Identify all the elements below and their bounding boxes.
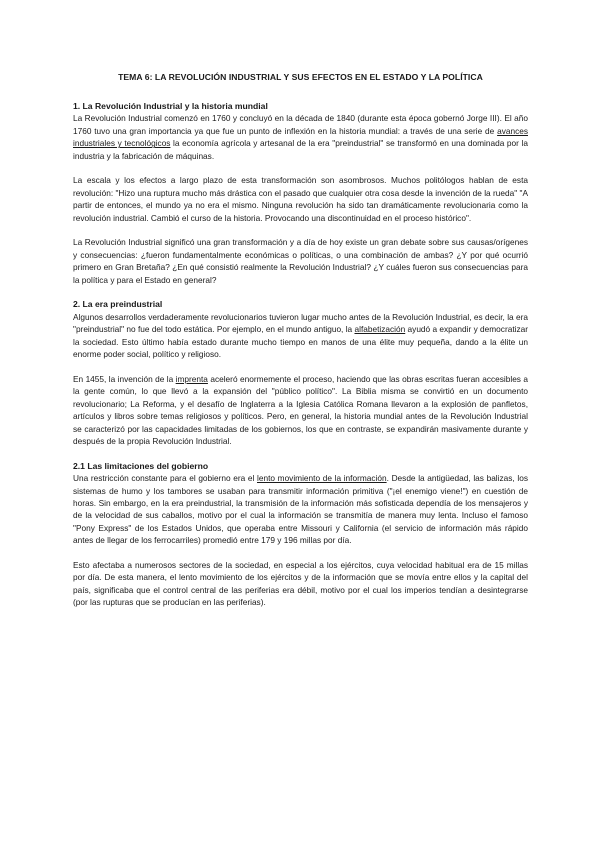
section-2-1-paragraph-1 xyxy=(73,472,528,546)
section-2-paragraph-1 xyxy=(73,311,528,361)
underlined-term-avances[interactable]: avances industriales y tecnológicos xyxy=(73,125,528,149)
paragraph-text: En 1455, la invención de la xyxy=(73,373,176,384)
paragraph-text: aceleró enormemente el proceso, haciendo que las obras escritas fueran accesibles a la gente común, lo que llevó a la expansión del "público político". La Biblia misma se convirtió en un documento revolucionario; La Reforma, y el desafío de Inglaterra a la Iglesia Católica Romana llevaron a la explosión de panfletos, artículos y libros sobre temas religiosos y políticos. Pero, en general, la historia mundial antes de la Revolución Industrial se caracterizó por las capacidades limitadas de los gobiernos, los que en contraste, se expandirán masivamente durante y después de la propia Revolución Industrial. xyxy=(73,373,528,446)
document-title: TEMA 6: LA REVOLUCIÓN INDUSTRIAL Y SUS EFECTOS EN EL ESTADO Y LA POLÍTICA xyxy=(118,72,483,82)
section-2-paragraph-2 xyxy=(73,373,528,447)
paragraph-text: . Desde la antigüedad, las balizas, los sistemas de humo y los tambores se usaban para transmitir información primitiva ("¡el enemigo viene!") en cuestión de horas. Sin embargo, en la era preindustrial, la transmisión de la información más sofisticada dependía de los mensajeros y de la velocidad de sus caballos, motivo por el cual la información se transmitía de manera muy lenta. Incluso el famoso "Pony Express" de los Estados Unidos, que operaba entre Missouri y California (el servicio de información más rápido antes de llegar de los ferrocarriles) promedió entre 179 y 196 millas por día. xyxy=(73,473,528,546)
section-1-paragraph-1 xyxy=(73,112,528,162)
section-2-1-paragraph-2: Esto afectaba a numerosos sectores de la sociedad, en especial a los ejércitos, cuya velocidad habitual era de 15 millas por día. De esta manera, el lento movimiento de los ejércitos y de la información que se movía entre ellos y la capital del país, significaba que el control central de las periferias era débil, motivo por el cual los imperios tendían a desintegrarse (por las rupturas que se producían en las periferias). xyxy=(73,559,528,608)
section-1-paragraph-3: La Revolución Industrial significó una gran transformación y a día de hoy existe un gran debate sobre sus causas/orígenes y consecuencias: ¿fueron fundamentalmente económicas o políticas, o una combinación de ambas? ¿Y por qué ocurrió primero en Gran Bretaña? ¿En qué consistió realmente la Revolución Industrial? ¿Y cuáles fueron sus consecuencias para la política y para el Estado en general? xyxy=(73,237,528,285)
section-2-1-heading: 2.1 Las limitaciones del gobierno xyxy=(73,460,209,471)
section-1-paragraph-2: La escala y los efectos a largo plazo de esta transformación son asombrosos. Muchos politólogos hablan de esta revolución: "Hizo una ruptura mucho más drástica con el pasado que cualquier otra cosa desde la invención de la rueda" "A partir de entonces, el mundo ya no era el mismo. Ninguna revolución ha sido tan dramáticamente revolucionaria como la revolución industrial. Cambió el curso de la historia. Provocando una discontinuidad en el proceso histórico". xyxy=(73,175,528,223)
paragraph-text: ayudó a expandir y democratizar la sociedad. Esto último había estado durante mucho tiempo en manos de una élite muy pequeña, dando a la élite un enorme poder social, político y religioso. xyxy=(73,324,528,360)
underlined-term-lento-movimiento[interactable]: lento movimiento de la información xyxy=(257,473,387,484)
paragraph-text: Algunos desarrollos verdaderamente revolucionarios tuvieron lugar mucho antes de la Revolución Industrial, es decir, la era "preindustrial" no fue del todo estática. Por ejemplo, en el mundo antiguo, la xyxy=(73,311,528,335)
paragraph-text: la economía agrícola y artesanal de la era "preindustrial" se transformó en una dominada por la industria y la fabricación de máquinas. xyxy=(73,138,528,161)
paragraph-text: La Revolución Industrial comenzó en 1760 y concluyó en la década de 1840 (durante esta época gobernó Jorge III). El año 1760 tuvo una gran importancia ya que fue un punto de inflexión en la historia mundial: a través de una serie de xyxy=(73,113,528,136)
paragraph-text: Una restricción constante para el gobierno era el xyxy=(73,473,258,484)
document-body xyxy=(73,71,528,609)
underlined-term-imprenta[interactable]: imprenta xyxy=(175,373,208,384)
section-2-heading: 2. La era preindustrial xyxy=(73,299,163,310)
underlined-term-alfabetizacion[interactable]: alfabetización xyxy=(354,324,406,335)
section-1-heading: 1. La Revolución Industrial y la historia mundial xyxy=(73,101,268,111)
